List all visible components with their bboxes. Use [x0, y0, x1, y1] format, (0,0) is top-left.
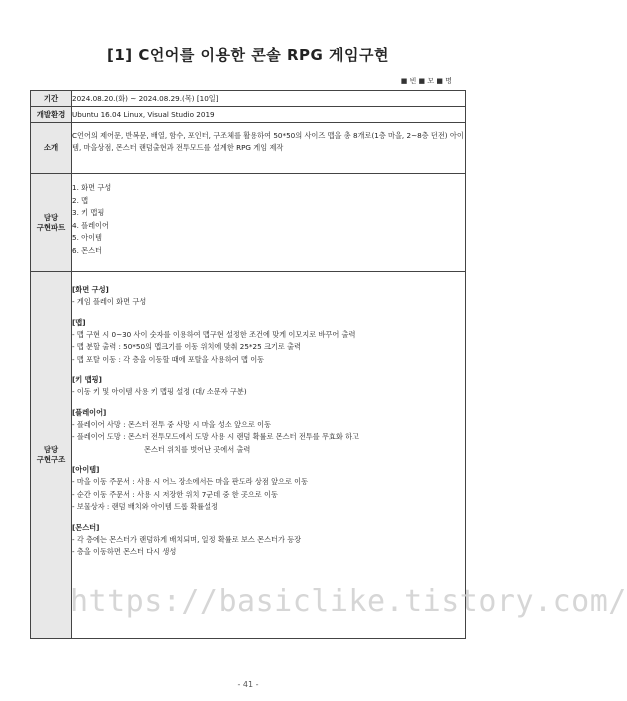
section-heading: [맵]: [72, 317, 86, 327]
label-part-line2: 구현파트: [36, 222, 66, 232]
section-item: 몬스터 위치를 벗어난 곳에서 출력: [144, 444, 251, 454]
section-item: - 각 층에는 몬스터가 랜덤하게 배치되며, 일정 확률로 보스 몬스터가 등장: [72, 534, 302, 544]
value-period: 2024.08.20.(화) ~ 2024.08.29.(목) [10일]: [72, 91, 466, 107]
list-item: 4. 플레이어: [72, 220, 109, 230]
section-item: - 마을 이동 주문서 : 사용 시 어느 장소에서든 마을 판도라 상점 앞으로 이동: [72, 477, 309, 486]
label-structure: [31, 272, 72, 639]
section-item: - 맵 구현 시 0~30 사이 숫자를 이용하여 맵구현 설정한 조건에 맞게 이모지로 바꾸어 출력: [72, 329, 356, 339]
part-list: [72, 174, 466, 272]
value-env: Ubuntu 16.04 Linux, Visual Studio 2019: [72, 107, 466, 123]
row-part: [31, 174, 466, 272]
section-heading: [플레이어]: [72, 407, 107, 417]
label-structure-line1: 담당: [43, 445, 59, 454]
project-table: [30, 90, 466, 639]
row-intro: [31, 123, 466, 174]
label-structure-line2: 구현구조: [36, 455, 66, 464]
section-item: - 맵 포탈 이동 : 각 층을 이동할 때에 포탈을 사용하여 맵 이동: [72, 354, 265, 364]
author-name: ■ 빈 ■ 모 ■ 명: [400, 77, 452, 85]
label-intro: 소개: [31, 123, 72, 174]
value-intro: C언어의 제어문, 반복문, 배열, 함수, 포인터, 구조체를 활용하여 50*50의 사이즈 맵을 총 8개로(1층 마을, 2~8층 던전) 아이템, 마을상점, 몬스터 랜덤출현과 전투모드를 설계한 RPG 게임 제작: [72, 123, 466, 174]
list-item: 5. 아이템: [72, 233, 102, 242]
label-part: [31, 174, 72, 272]
list-item: 2. 맵: [72, 195, 89, 205]
document-title: [1] C언어를 이용한 콘솔 RPG 게임구현: [106, 46, 389, 64]
section-item: - 순간 이동 주문서 : 사용 시 저장한 위치 7군데 중 한 곳으로 이동: [72, 489, 278, 499]
section-heading: [화면 구성]: [72, 285, 109, 294]
row-env: [31, 107, 466, 123]
section-item: - 플레이어 사망 : 몬스터 전투 중 사망 시 마을 성소 앞으로 이동: [72, 419, 272, 429]
section-item: - 이동 키 및 아이템 사용 키 맵핑 설정 (대/ 소문자 구분): [72, 387, 247, 396]
section-heading: [키 맵핑]: [72, 375, 102, 384]
watermark: https://basiclike.tistory.com/: [70, 584, 627, 619]
section-item: - 맵 분할 출력 : 50*50의 맵크기를 이동 위치에 맞춰 25*25 크기로 출력: [72, 342, 301, 351]
label-period: 기간: [31, 91, 72, 107]
page-number: - 41 -: [237, 680, 259, 689]
section-heading: [몬스터]: [72, 522, 100, 532]
section-item: - 게임 플레이 화면 구성: [72, 297, 147, 306]
label-env: 개발환경: [31, 107, 72, 123]
list-item: 3. 키 맵핑: [72, 208, 105, 217]
row-period: [31, 91, 466, 107]
list-item: 6. 몬스터: [72, 245, 102, 255]
section-item: - 층을 이동하면 몬스터 다시 생성: [72, 547, 177, 556]
label-part-line1: 담당: [43, 212, 59, 222]
list-item: 1. 화면 구성: [72, 183, 112, 192]
section-item: - 플레이어 도망 : 몬스터 전투모드에서 도망 사용 시 랜덤 확률로 몬스터 전투를 무효화 하고: [72, 432, 359, 441]
section-heading: [아이템]: [72, 465, 100, 474]
section-item: - 보물상자 : 랜덤 배치와 아이템 드롭 확률설정: [72, 502, 218, 511]
